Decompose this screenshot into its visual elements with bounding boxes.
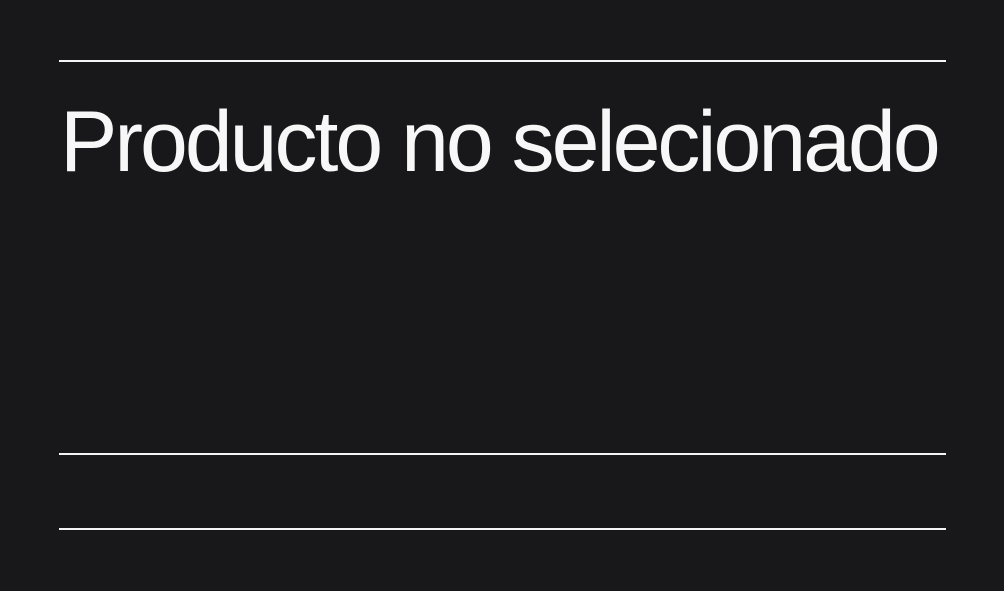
product-status-title: Producto no selecionado [60, 94, 938, 190]
top-divider [59, 60, 946, 62]
middle-divider [59, 453, 946, 455]
bottom-divider [59, 528, 946, 530]
